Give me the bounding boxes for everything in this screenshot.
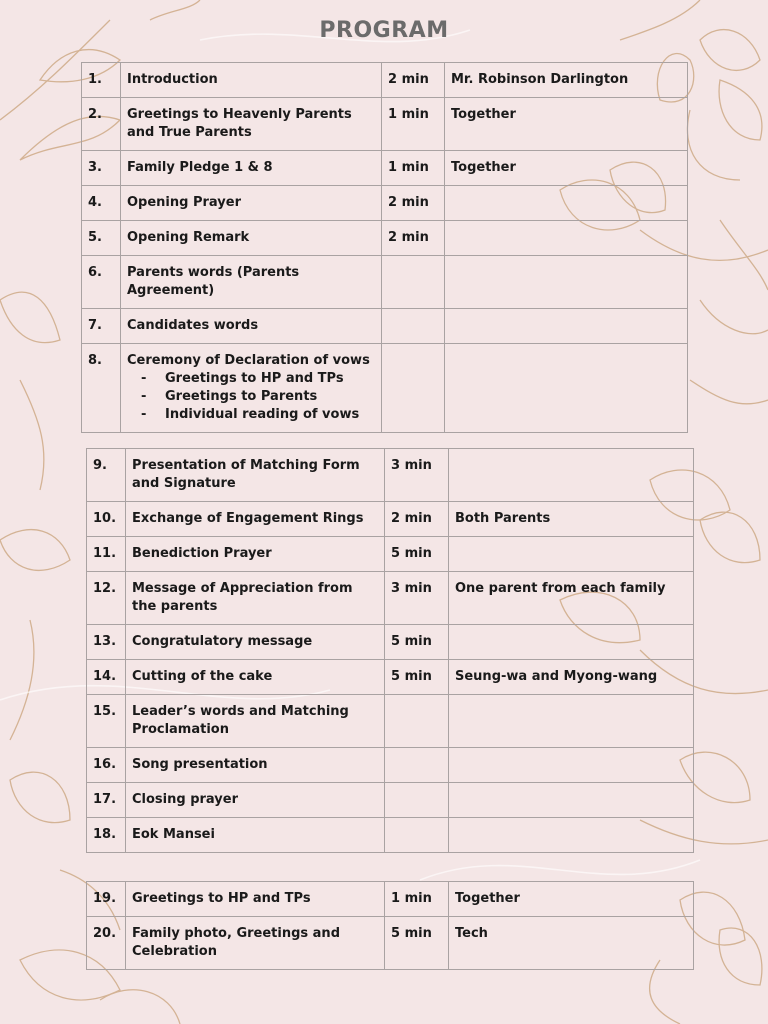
item-cell: [126, 502, 385, 537]
item-number: 8.: [82, 344, 121, 433]
item-cell: [121, 221, 382, 256]
item-title: Family photo, Greetings and Celebration: [132, 926, 340, 959]
item-cell: [126, 748, 385, 783]
item-number: 11.: [87, 537, 126, 572]
item-title: Closing prayer: [132, 792, 238, 807]
item-cell: [126, 882, 385, 917]
duration-cell: 5 min: [385, 537, 449, 572]
item-number: 15.: [87, 695, 126, 748]
item-cell: [121, 151, 382, 186]
responsible-cell: Together: [445, 151, 688, 186]
duration-cell: 2 min: [382, 186, 445, 221]
duration-cell: 1 min: [385, 882, 449, 917]
item-number: 10.: [87, 502, 126, 537]
table-row: [87, 502, 694, 537]
duration-cell: 3 min: [385, 449, 449, 502]
item-cell: [121, 63, 382, 98]
item-title: Candidates words: [127, 318, 259, 333]
item-number: 16.: [87, 748, 126, 783]
program-table-2: [86, 448, 694, 853]
table-row: [87, 748, 694, 783]
item-title: Benediction Prayer: [132, 546, 272, 561]
item-cell: [126, 917, 385, 970]
item-title: Ceremony of Declaration of vows: [127, 353, 370, 368]
item-number: 7.: [82, 309, 121, 344]
item-cell: [126, 537, 385, 572]
table-row: [82, 186, 688, 221]
item-cell: [126, 783, 385, 818]
subitem-list: [127, 370, 375, 424]
item-number: 13.: [87, 625, 126, 660]
table-row: [82, 151, 688, 186]
item-title: Greetings to Heavenly Parents and True Parents: [127, 107, 352, 140]
responsible-cell: [449, 625, 694, 660]
responsible-cell: [445, 221, 688, 256]
table-row: [82, 256, 688, 309]
item-cell: [126, 660, 385, 695]
responsible-cell: Tech: [449, 917, 694, 970]
responsible-cell: [445, 256, 688, 309]
table-row: [82, 344, 688, 433]
table-row: [87, 537, 694, 572]
duration-cell: 2 min: [385, 502, 449, 537]
responsible-cell: [449, 783, 694, 818]
responsible-cell: [449, 449, 694, 502]
table-row: [87, 783, 694, 818]
table-row: [82, 221, 688, 256]
duration-cell: 1 min: [382, 151, 445, 186]
item-number: 6.: [82, 256, 121, 309]
duration-cell: 3 min: [385, 572, 449, 625]
item-title: Opening Prayer: [127, 195, 241, 210]
item-number: 3.: [82, 151, 121, 186]
item-cell: [121, 309, 382, 344]
responsible-cell: Together: [445, 98, 688, 151]
table-row: [87, 882, 694, 917]
duration-cell: 5 min: [385, 625, 449, 660]
item-number: 18.: [87, 818, 126, 853]
table-row: [82, 63, 688, 98]
item-title: Leader’s words and Matching Proclamation: [132, 704, 349, 737]
item-title: Introduction: [127, 72, 218, 87]
item-title: Message of Appreciation from the parents: [132, 581, 353, 614]
item-number: 5.: [82, 221, 121, 256]
table-row: [87, 572, 694, 625]
item-cell: [121, 256, 382, 309]
responsible-cell: Both Parents: [449, 502, 694, 537]
table-row: [87, 660, 694, 695]
responsible-cell: [449, 537, 694, 572]
table-row: [82, 98, 688, 151]
duration-cell: 5 min: [385, 660, 449, 695]
subitem: - Greetings to HP and TPs: [139, 370, 375, 388]
item-title: Cutting of the cake: [132, 669, 273, 684]
table-row: [87, 695, 694, 748]
table-row: [82, 309, 688, 344]
item-title: Congratulatory message: [132, 634, 313, 649]
table-row: [87, 818, 694, 853]
item-title: Exchange of Engagement Rings: [132, 511, 364, 526]
item-number: 14.: [87, 660, 126, 695]
item-number: 20.: [87, 917, 126, 970]
table-row: [87, 449, 694, 502]
duration-cell: [382, 309, 445, 344]
duration-cell: [382, 256, 445, 309]
item-number: 1.: [82, 63, 121, 98]
item-title: Opening Remark: [127, 230, 250, 245]
duration-cell: 1 min: [382, 98, 445, 151]
duration-cell: [385, 818, 449, 853]
subitem: - Individual reading of vows: [139, 406, 375, 424]
item-cell: [126, 449, 385, 502]
item-title: Family Pledge 1 & 8: [127, 160, 273, 175]
item-title: Presentation of Matching Form and Signature: [132, 458, 360, 491]
item-title: Parents words (Parents Agreement): [127, 265, 300, 298]
duration-cell: [382, 344, 445, 433]
duration-cell: 5 min: [385, 917, 449, 970]
item-number: 2.: [82, 98, 121, 151]
item-number: 17.: [87, 783, 126, 818]
responsible-cell: [445, 186, 688, 221]
responsible-cell: [449, 748, 694, 783]
duration-cell: [385, 748, 449, 783]
duration-cell: [385, 695, 449, 748]
item-title: Song presentation: [132, 757, 268, 772]
item-cell: [121, 186, 382, 221]
program-table-1: [81, 62, 688, 433]
item-cell: [126, 695, 385, 748]
subitem: - Greetings to Parents: [139, 388, 375, 406]
responsible-cell: [449, 818, 694, 853]
duration-cell: [385, 783, 449, 818]
item-number: 12.: [87, 572, 126, 625]
table-row: [87, 625, 694, 660]
responsible-cell: [445, 344, 688, 433]
table-row: [87, 917, 694, 970]
item-number: 9.: [87, 449, 126, 502]
item-number: 19.: [87, 882, 126, 917]
duration-cell: 2 min: [382, 221, 445, 256]
item-number: 4.: [82, 186, 121, 221]
item-cell: [126, 818, 385, 853]
responsible-cell: Mr. Robinson Darlington: [445, 63, 688, 98]
page-title: PROGRAM: [319, 18, 449, 43]
program-table-3: [86, 881, 694, 970]
item-title: Eok Mansei: [132, 827, 215, 842]
responsible-cell: Together: [449, 882, 694, 917]
item-title: Greetings to HP and TPs: [132, 891, 311, 906]
responsible-cell: [449, 695, 694, 748]
responsible-cell: Seung-wa and Myong-wang: [449, 660, 694, 695]
responsible-cell: [445, 309, 688, 344]
item-cell: [121, 98, 382, 151]
item-cell: [121, 344, 382, 433]
responsible-cell: One parent from each family: [449, 572, 694, 625]
item-cell: [126, 625, 385, 660]
item-cell: [126, 572, 385, 625]
duration-cell: 2 min: [382, 63, 445, 98]
